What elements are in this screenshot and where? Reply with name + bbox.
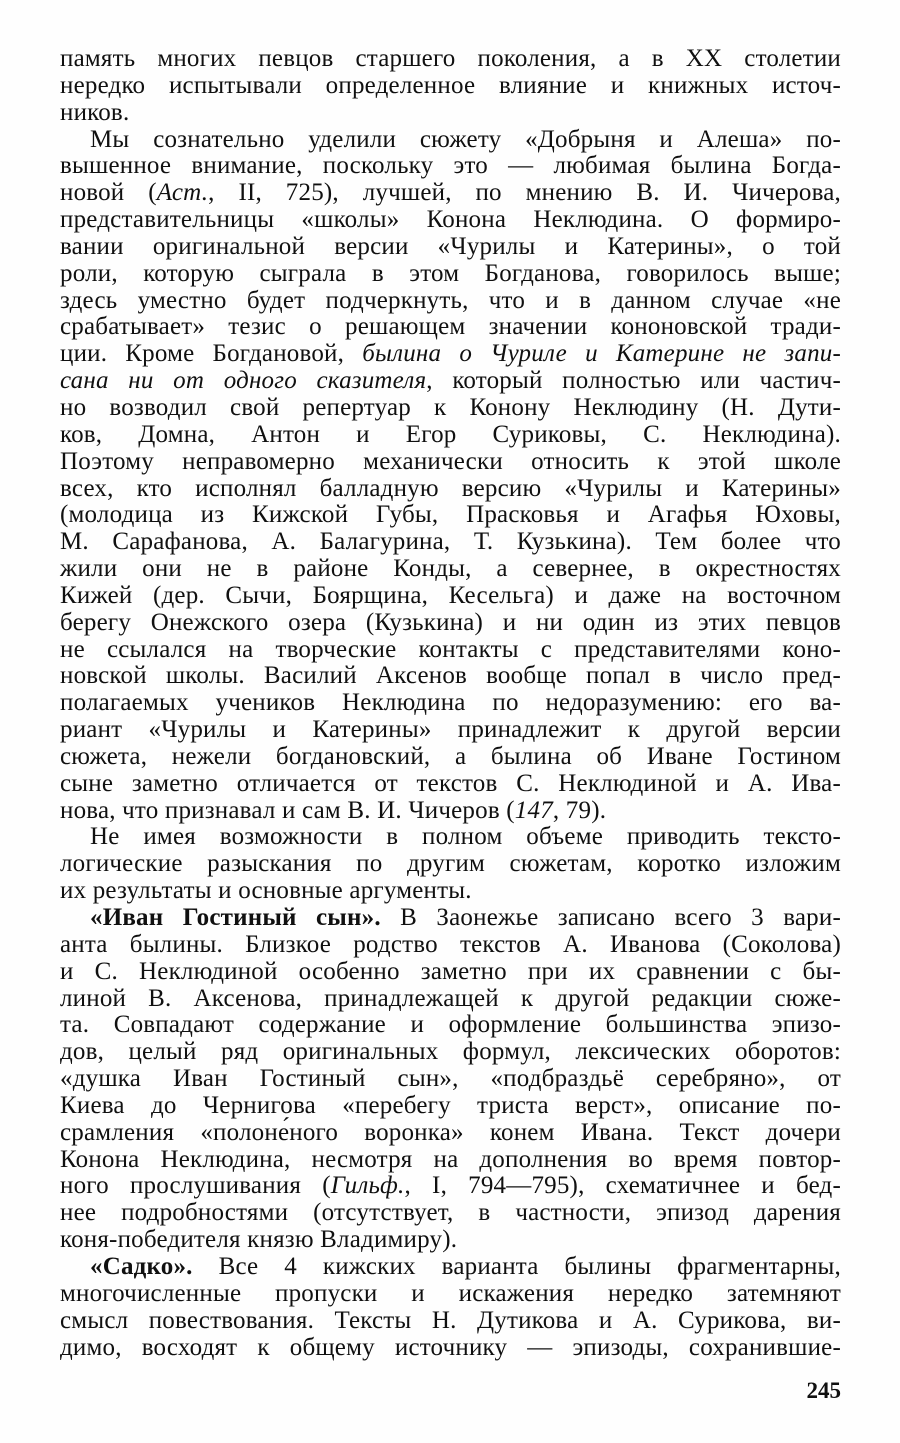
text-segment: Аст. (156, 179, 209, 207)
text-segment: вании оригинальной версии «Чурилы и Катерины», о той (60, 232, 841, 260)
text-line (60, 1093, 841, 1120)
text-line (60, 663, 841, 690)
text-segment: не ссылался на творческие контакты с представителями коно- (60, 635, 841, 663)
text-line (60, 878, 841, 905)
text-line (60, 610, 841, 637)
text-line (60, 771, 841, 798)
text-segment: сыне заметно отличается от текстов С. Неклюдиной и А. Ива- (60, 769, 841, 797)
text-line (60, 341, 841, 368)
text-segment: берегу Онежского озера (Кузькина) и ни один из этих певцов (60, 608, 841, 636)
text-line (60, 798, 841, 825)
text-segment: всех, кто исполнял балладную версию «Чурилы и Катерины» (60, 474, 841, 502)
text-line (60, 744, 841, 771)
text-segment: Кижей (дер. Сычи, Боярщина, Кесельга) и даже на восточном (60, 581, 841, 609)
text-line (60, 1066, 841, 1093)
text-line (60, 1308, 841, 1335)
text-segment: анта былины. Близкое родство текстов А. Иванова (Соколова) (60, 930, 841, 958)
text-segment: былина о Чуриле и Катерине не запи- (362, 340, 841, 368)
text-segment: «душка Иван Гостиный сын», «подбраздьё серебряно», от (60, 1065, 841, 1093)
text-segment: дов, целый ряд оригинальных формул, лексических оборотов: (60, 1038, 841, 1066)
text-segment: вышенное внимание, поскольку это — любимая былина Богда- (60, 152, 841, 180)
text-segment: М. Сарафанова, А. Балагурина, Т. Кузькина). Тем более что (60, 528, 841, 556)
text-segment: Не имея возможности в полном объеме приводить тексто- (90, 823, 841, 851)
page-text-block (60, 46, 841, 1361)
text-line (60, 932, 841, 959)
text-line (60, 395, 841, 422)
text-segment: новской школы. Василий Аксенов вообще попал в число пред- (60, 662, 841, 690)
text-segment: , 79). (552, 796, 607, 824)
text-line (60, 959, 841, 986)
text-segment: срабатывает» тезис о решающем значении кононовской тради- (60, 313, 841, 341)
text-segment: но возводил свой репертуар к Конону Неклюдину (Н. Дути- (60, 393, 841, 421)
text-line (60, 824, 841, 851)
text-line (60, 368, 841, 395)
text-segment: Киева до Чернигова «перебегу триста верст», описание по- (60, 1091, 841, 1119)
text-line (60, 583, 841, 610)
text-line (60, 180, 841, 207)
text-segment: Поэтому неправомерно механически относить к этой школе (60, 447, 841, 475)
text-segment: ного прослушивания ( (60, 1172, 331, 1200)
text-line (60, 690, 841, 717)
text-segment: Мы сознательно уделили сюжету «Добрыня и Алеша» по- (90, 125, 841, 153)
page-number: 245 (806, 1378, 841, 1403)
text-line (60, 556, 841, 583)
text-segment: здесь уместно будет подчеркнуть, что и в данном случае «не (60, 286, 841, 314)
text-segment: роли, которую сыграла в этом Богданова, говорилось выше; (60, 259, 841, 287)
text-line (60, 73, 841, 100)
text-segment: новой ( (60, 179, 157, 207)
text-line (60, 449, 841, 476)
text-line (60, 422, 841, 449)
text-line (60, 288, 841, 315)
text-segment: их результаты и основные аргументы. (60, 877, 472, 905)
text-segment: ников. (60, 98, 130, 126)
text-segment: нова, что признавал и сам В. И. Чичеров ( (60, 796, 515, 824)
text-segment: та. Совпадают содержание и оформление большинства эпизо- (60, 1011, 841, 1039)
text-segment: полагаемых учеников Неклюдина по недоразумению: его ва- (60, 689, 841, 717)
text-line (60, 476, 841, 503)
text-segment: «Иван Гостиный сын». (90, 904, 381, 931)
text-segment: многочисленные пропуски и искажения нередко затемняют (60, 1279, 841, 1307)
text-line (60, 637, 841, 664)
text-line (60, 1254, 841, 1281)
text-segment: (молодица из Кижской Губы, Прасковья и Агафья Юховы, (60, 501, 841, 529)
text-line (60, 1012, 841, 1039)
text-line (60, 207, 841, 234)
text-segment: представительницы «школы» Конона Неклюдина. О формиро- (60, 206, 841, 234)
text-segment: ков, Домна, Антон и Егор Суриковы, С. Неклюдина). (60, 420, 841, 448)
text-line (60, 529, 841, 556)
text-segment: и С. Неклюдиной особенно заметно при их сравнении с бы- (60, 957, 841, 985)
text-line (60, 127, 841, 154)
text-segment: логические разыскания по другим сюжетам, коротко изложим (60, 850, 841, 878)
text-segment: смысл повествования. Тексты Н. Дутикова и А. Сурикова, ви- (60, 1306, 841, 1334)
text-line (60, 905, 841, 932)
text-line (60, 1173, 841, 1200)
text-segment: коня-победителя князю Владимиру). (60, 1226, 458, 1254)
text-segment: , II, 725), лучшей, по мнению В. И. Чичерова, (208, 179, 841, 207)
text-segment: риант «Чурилы и Катерины» принадлежит к другой версии (60, 716, 841, 744)
text-segment: ции. Кроме Богдановой, (60, 340, 363, 368)
text-segment: срамления «полоне́ного воронка» конем Ивана. Текст дочери (60, 1118, 841, 1146)
text-segment: , I, 794—795), схематичнее и бед- (404, 1172, 841, 1200)
text-line (60, 46, 841, 73)
text-segment: Все 4 кижских варианта былины фрагментарны, (192, 1252, 841, 1280)
text-segment: 147 (514, 796, 553, 824)
text-segment: Гильф. (330, 1172, 405, 1200)
text-line (60, 1281, 841, 1308)
text-segment: жили они не в районе Конды, а севернее, в окрестностях (60, 555, 841, 583)
text-line (60, 1147, 841, 1174)
text-line (60, 261, 841, 288)
text-segment: сюжета, нежели богдановский, а былина об Иване Гостином (60, 742, 841, 770)
text-line (60, 717, 841, 744)
text-line (60, 100, 841, 127)
text-line (60, 234, 841, 261)
text-line (60, 1120, 841, 1147)
text-segment: В Заонежье записано всего 3 вари- (380, 904, 841, 931)
text-line (60, 502, 841, 529)
text-line (60, 1039, 841, 1066)
text-segment: память многих певцов старшего поколения, а в XX столетии (60, 45, 841, 72)
text-segment: Конона Неклюдина, несмотря на дополнения во время повтор- (60, 1145, 841, 1173)
text-segment: нередко испытывали определенное влияние и книжных источ- (60, 71, 841, 99)
text-segment: линой В. Аксенова, принадлежащей к другой редакции сюже- (60, 984, 841, 1012)
text-line (60, 1200, 841, 1227)
text-line (60, 851, 841, 878)
text-segment: димо, восходят к общему источнику — эпизоды, сохранившие- (60, 1333, 841, 1361)
text-line (60, 986, 841, 1013)
text-segment: нее подробностями (отсутствует, в частности, эпизод дарения (60, 1199, 841, 1227)
text-segment: , который полностью или частич- (426, 367, 841, 395)
text-segment: сана ни от одного сказителя (60, 367, 427, 395)
text-line (60, 1335, 841, 1362)
text-segment: «Садко». (90, 1252, 193, 1280)
text-line (60, 1227, 841, 1254)
text-line (60, 314, 841, 341)
text-line (60, 153, 841, 180)
